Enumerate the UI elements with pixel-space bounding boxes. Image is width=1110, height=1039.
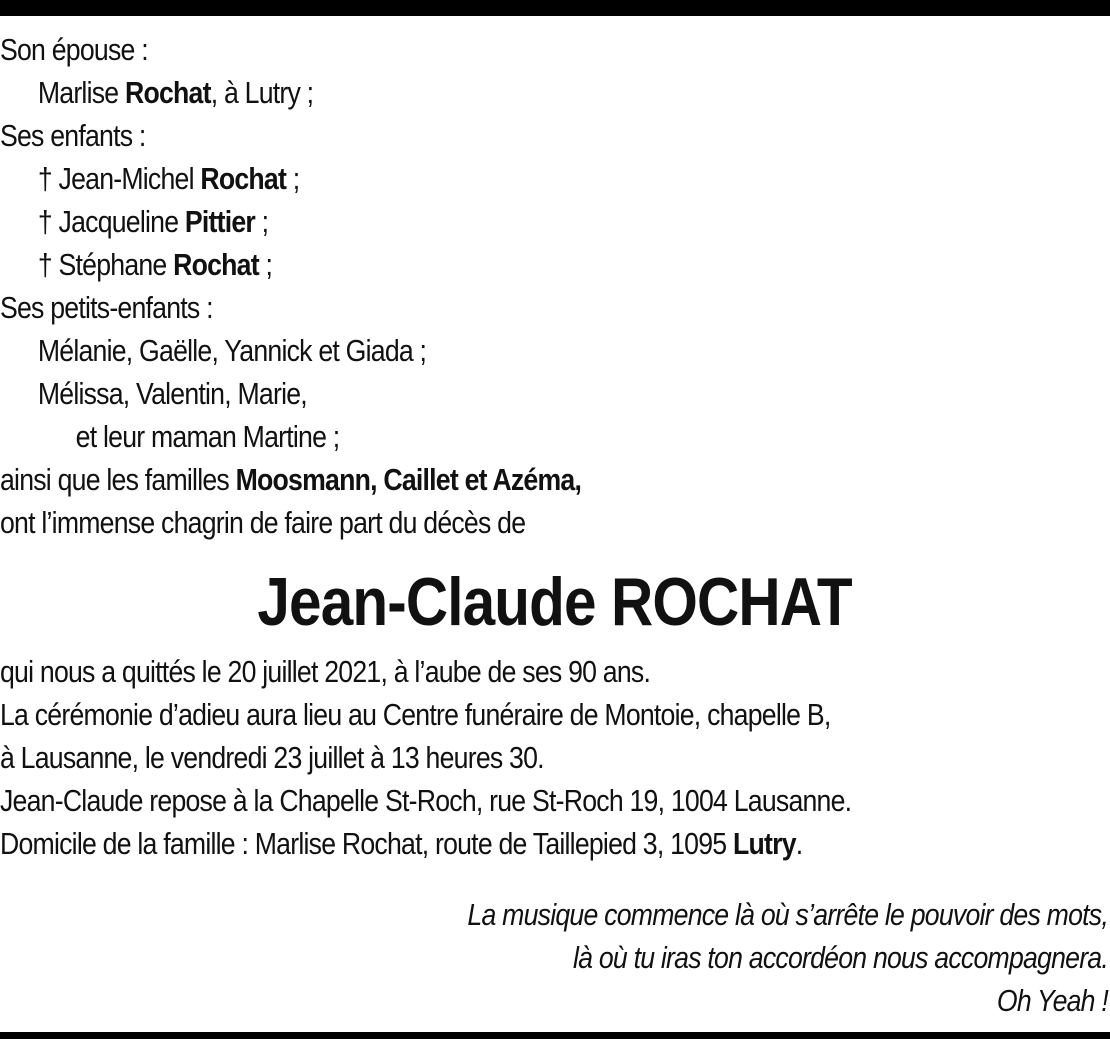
- spouse-first-name: Marlise: [37, 75, 119, 110]
- spouse-heading: Son épouse :: [0, 32, 148, 67]
- child-last-name: Rochat: [200, 161, 287, 196]
- child-first-name: † Jean-Michel: [37, 161, 194, 196]
- child-first-name: † Stéphane: [37, 247, 167, 282]
- grandchildren-line: Mélissa, Valentin, Marie,: [37, 376, 307, 411]
- child-rest: ;: [286, 161, 300, 196]
- domicile-prefix: Domicile de la famille : Marlise Rochat, route de Taillepied 3, 1095: [0, 826, 733, 861]
- rest-place-line: Jean-Claude repose à la Chapelle St-Roch, rue St-Roch 19, 1004 Lausanne.: [0, 783, 852, 818]
- grandchildren-heading: Ses petits-enfants :: [0, 290, 213, 325]
- passing-line: qui nous a quittés le 20 juillet 2021, à l’aube de ses 90 ans.: [0, 654, 651, 689]
- closing-quote: [0, 893, 1108, 1022]
- announcement-line: ont l’immense chagrin de faire part du décès de: [0, 505, 526, 540]
- grandchildren-line: et leur maman Martine ;: [75, 419, 340, 454]
- child-line: [0, 157, 955, 200]
- child-last-name: Rochat: [173, 247, 259, 282]
- grandchildren-line: Mélanie, Gaëlle, Yannick et Giada ;: [37, 333, 427, 368]
- ceremony-line: La cérémonie d’adieu aura lieu au Centre funéraire de Montoie, chapelle B,: [0, 697, 831, 732]
- child-rest: ;: [255, 204, 269, 239]
- ceremony-date-line: à Lausanne, le vendredi 23 juillet à 13 heures 30.: [0, 740, 544, 775]
- deceased-name: [0, 562, 1110, 642]
- quote-line: Oh Yeah !: [996, 983, 1108, 1018]
- child-first-name: † Jacqueline: [37, 204, 179, 239]
- child-line: [0, 200, 955, 243]
- spouse-rest: , à Lutry ;: [210, 75, 314, 110]
- bottom-rule: [0, 1032, 1110, 1039]
- domicile-suffix: .: [795, 826, 803, 861]
- child-rest: ;: [258, 247, 273, 282]
- families-line: [0, 458, 955, 501]
- child-line: [0, 243, 955, 286]
- families-prefix: ainsi que les familles: [0, 462, 236, 497]
- children-heading: Ses enfants :: [0, 118, 146, 153]
- top-rule: [0, 0, 1110, 16]
- family-list: [0, 28, 1110, 544]
- families-names: Moosmann, Caillet et Azéma,: [235, 462, 582, 497]
- domicile-line: [0, 822, 955, 865]
- quote-line: là où tu iras ton accordéon nous accompagnera.: [573, 940, 1108, 975]
- ceremony-details: [0, 650, 1110, 865]
- domicile-city: Lutry: [732, 826, 796, 861]
- deceased-name-text: Jean-Claude ROCHAT: [257, 564, 853, 640]
- child-last-name: Pittier: [184, 204, 256, 239]
- spouse-line: [0, 71, 955, 114]
- spouse-last-name: Rochat: [124, 75, 211, 110]
- quote-line: La musique commence là où s’arrête le pouvoir des mots,: [467, 897, 1109, 932]
